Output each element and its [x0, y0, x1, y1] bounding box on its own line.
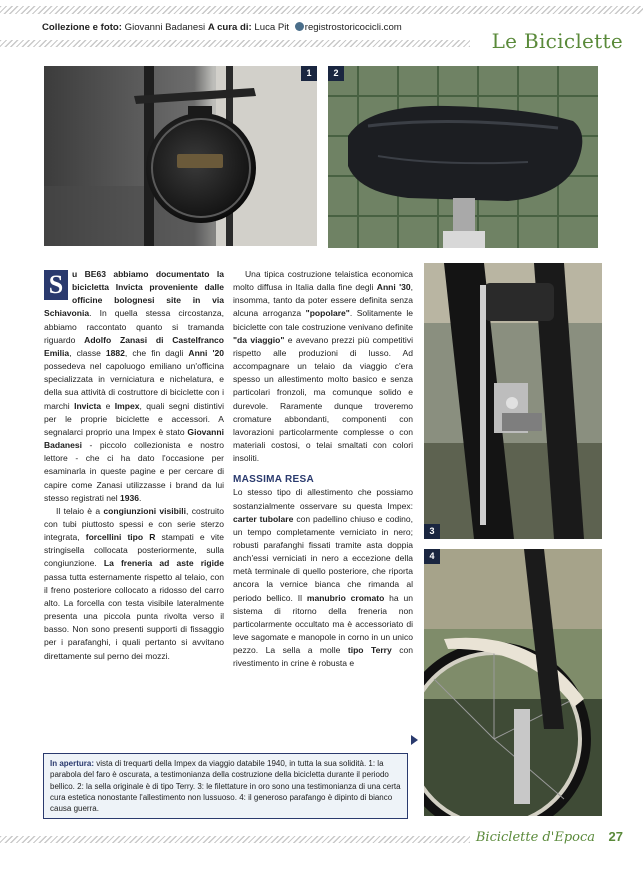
saddle-illustration: [328, 66, 598, 248]
caption-text: vista di trequarti della Impex da viaggio databile 1940, in tutta la sua solidità. 1: la parabola del faro è oscurata, a testimonianza della costruzione della bicicletta durante il periodo bellico. 2: la sella originale è di tipo Terry. 3: le filettature in oro sono una testimonianza di una certa cura estetica nonostante l'allestimento non lussuoso. 4: il generoso parafango è dipinto di bianco causa guerra.: [50, 759, 401, 814]
text-span: Una tipica costruzione telaistica economica molto diffusa in Italia dalla fine degli: [233, 269, 413, 293]
photo-front-brake: [424, 263, 602, 539]
caption-box: [43, 753, 408, 819]
paragraph-construction: [233, 268, 413, 465]
bold-span: Giovanni Badanesi: [44, 426, 224, 451]
label-collection: Collezione e foto:: [42, 22, 122, 33]
magazine-name: Biciclette d'Epoca: [475, 830, 595, 845]
dropcap-letter: S: [44, 270, 68, 300]
photographer-name: Giovanni Badanesi: [124, 22, 206, 33]
text-span: .: [139, 492, 142, 503]
title-hatch-bar: [0, 40, 470, 47]
text-span: . Solitamente le biciclette con tale costruzione venivano definite: [233, 308, 413, 332]
bold-span: Anni '30: [376, 282, 411, 293]
text-span: e: [101, 400, 115, 411]
text-span: . In quella stessa circostanza, abbiamo raccontato quanto si tramanda riguardo: [44, 308, 224, 345]
bold-span: "popolare": [305, 308, 350, 319]
curator-name: Luca Pit: [254, 22, 290, 33]
front-brake-illustration: [424, 263, 602, 539]
photo-number-2: 2: [328, 66, 344, 81]
photo-number-1: 1: [301, 66, 317, 81]
text-span: passa tutta esternamente rispetto al telaio, con il freno posteriore collocato a ridosso del carro alto. La forcella con testa visibile lateralmente presenta una piccola punta rivolta verso il basso. Non sono presenti supporti di fissaggio per i parafanghi, i quali pertanto si avvitano direttamente sul perno dei mozzi.: [44, 571, 224, 661]
text-span: , che fin dagli: [124, 347, 189, 358]
bold-span: forcellini tipo R: [85, 532, 156, 543]
text-span: e avevano prezzi più competitivi rispetto alle produzioni di lusso. Ad accompagnare un telaio da viaggio c'era spesso un allestimento molto basico e senza particolari fronzoli, ma comunque solido e durevole. Raramente dunque troveremo cromature abbondanti, componenti con lavorazioni particolarmente complesse o con materiali costosi, o telai smaltati con colori insoliti.: [233, 334, 413, 464]
text-span: , quali segni distintivi per le proprie biciclette e accessori. A segnalarci proprio una Impex è stato: [44, 400, 224, 437]
website-link[interactable]: registrostoricocicli.com: [304, 22, 402, 33]
label-curated: A cura di:: [207, 22, 252, 33]
continue-arrow-icon: [411, 735, 418, 745]
bold-span: 1936: [120, 492, 140, 503]
credits-line: [42, 22, 402, 33]
photo-saddle: [328, 66, 598, 248]
bold-span: 1882: [105, 347, 125, 358]
photo-number-4: 4: [424, 549, 440, 564]
text-span: con padellino chiuso e codino, un tempo completamente verniciato in nero; robusti parafanghi fissati tramite asta doppia anch'essi verniciati in nero a eccezione della metà terminale di quello posteriore, che riporta ancora la vernice bianca che rimanda al periodo bellico. Il: [233, 513, 414, 603]
intro-bold: u BE63 abbiamo documentato la bicicletta Invicta proveniente dalle officine bolognesi site in via Schiavonia: [44, 269, 224, 319]
subheading-massima-resa: MASSIMA RESA: [233, 474, 315, 486]
bold-span: Anni '20: [188, 347, 224, 358]
text-span: , costruito con tubi piuttosto spessi e con serie sterzo integrata,: [44, 505, 225, 543]
caption-lead: In apertura:: [50, 759, 95, 768]
text-span: possedeva nel capoluogo emiliano un'officina specializzata in verniciatura e nichelatura, e della sua attività di costruttore di biciclette con i marchi: [44, 361, 224, 411]
section-title: Le Biciclette: [491, 29, 623, 53]
front-mudguard-illustration: [424, 549, 602, 816]
text-span: Il telaio è a: [56, 505, 104, 516]
bold-span: La freneria ad aste rigide: [103, 558, 224, 569]
bold-span: congiunzioni visibili: [103, 505, 187, 516]
photo-number-3: 3: [424, 524, 440, 539]
footer-hatch-bar: [0, 836, 470, 843]
photo-front-mudguard: [424, 549, 602, 816]
bold-span: carter tubolare: [233, 513, 294, 524]
text-span: , insomma, tanto da poter essere definita senza alcuna arroganza: [233, 282, 414, 319]
paragraph-equipment: [233, 486, 413, 670]
bold-span: Adolfo Zanasi di Castelfranco Emilia: [44, 334, 225, 358]
article-column-1: [44, 268, 224, 663]
text-span: ha un sistema di ritorno della freneria non particolarmente occultato ma è accessoriato di leve sagomate e manopole in corno in un unico pezzo. La sella a molle: [233, 592, 413, 656]
bold-span: manubrio cromato: [306, 592, 385, 603]
top-hatch-bar: [0, 6, 643, 14]
bold-span: Impex: [114, 400, 140, 411]
text-span: , classe: [69, 347, 106, 358]
paragraph-frame: [44, 505, 224, 663]
page-number: 27: [608, 829, 623, 844]
bold-span: "da viaggio": [233, 334, 285, 345]
bold-span: tipo Terry: [347, 645, 392, 656]
globe-icon: [295, 22, 304, 31]
photo-headlamp: [44, 66, 317, 246]
text-span: con rivestimento in crine è robusta e: [233, 645, 413, 669]
article-column-2: [233, 268, 413, 671]
text-span: Lo stesso tipo di allestimento che possiamo sostanzialmente osservare su questa Impex:: [233, 487, 413, 511]
headlamp-illustration: [44, 66, 317, 246]
text-span: - piccolo collezionista e nostro lettore - che ci ha dato l'occasione per esaminarla in queste pagine e per cercare di capire come Zanasi utilizzasse i brand da lui stesso registrati nel: [44, 440, 224, 503]
bold-span: Invicta: [74, 400, 102, 411]
text-span: stampati e vite stringisella collocata posteriormente, sulla congiunzione.: [44, 532, 225, 569]
paragraph-intro: [44, 268, 224, 505]
